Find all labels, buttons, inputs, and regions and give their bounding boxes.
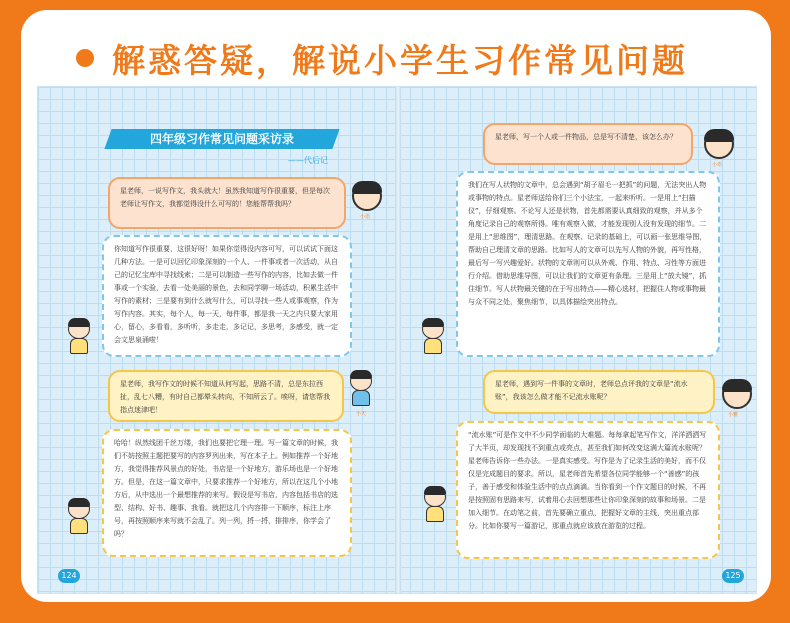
question-text: 星老师，写一个人或一件物品，总是写不清楚，该怎么办？ (495, 133, 677, 141)
speaker-name: 小语 (712, 162, 723, 168)
answer-bubble (456, 421, 720, 559)
answer-text: 我们在写人状物的文章中，总会遇到“胡子眉毛一把抓”的问题，无法突出人物或事物的特点。星老师送给你们三个小法宝，一起来听听。一是用上“扫描仪”，仔细观察。不论写人还是状物，首先都需要认真细致的观察，并从多个角度记录自己的观察所得。唯有观察入微，才能发现别人没有发现的细节。二是用上“思维图”，理清思路。在观察、记录的基础上，可以画一张思维导图，帮助自己理清文章的思路。比如写人的文章可以先写人物的外貌，再写性格，最后写一写兴趣爱好。状物的文章则可以从外观、作用、特点、习性等方面进行介绍。借助思维导图，可以让我们的文章更有条理。三是用上“放大镜”，抓住细节。写人状物最关键的在于写出特点——精心选材，把握住人物或事物最与众不同之处，聚焦细节，以具体描绘突出特点。 (468, 181, 707, 306)
bullet-dot-icon (76, 49, 94, 67)
answer-text: 哈哈！纵然线团千丝万缕，我们也要把它理一理。写一篇文章的时候，我们不妨按照主题把要写的内容罗列出来，写在本子上。例如推荐一个好地方，我觉得推荐风景点的好处，书店是一个好地方，游乐场也是一个好地方。但是，在这一篇文章中，只要求推荐一个好地方，所以在这几个小地方后，从中选出一个最想推荐的来写。假设是写书店，内容包括书店的选型、结构、好书、趣事、我看。就把这几个内容排一下顺序，标注上序号，再按照顺序来写就不会乱了。列一列，捋一捋，排排序，你学会了吗？ (114, 439, 338, 538)
page-number-left: 124 (58, 569, 80, 583)
promo-card (21, 10, 771, 602)
teacher-cartoon-icon (422, 487, 448, 525)
question-bubble (108, 177, 346, 229)
student-avatar-icon (722, 379, 752, 409)
page-number-right: 125 (722, 569, 744, 583)
teacher-cartoon-icon (66, 319, 92, 357)
speaker-name: 小天 (356, 411, 367, 417)
answer-text: 你知道写作很重要，这很好呀！如果你觉得没内容可写，可以试试下面这几种方法。一是可以回忆印象深刻的一个人、一件事或者一次活动，从自己的记忆宝库中寻找线索；二是可以制造一些写作的内容，比如去做一件事或一个实验，去看一处美丽的景色，去和同学聊一场活动，积累生活中写作的素材；三是要有到什么就写什么，可以寻找一些人或事观察，作为写作内容。其实，每个人，每一天，每件事，都是我一天之内只要大家用心，留心，多看看，多听听，多走走，多记记，多思考，多感受，就一定会文思泉涌啦！ (114, 245, 338, 344)
speaker-name: 小语 (360, 214, 371, 220)
question-bubble (483, 370, 715, 414)
headline-text: 解惑答疑，解说小学生习作常见问题 (112, 40, 688, 80)
student-cartoon-icon (348, 371, 374, 409)
answer-bubble (102, 235, 352, 357)
answer-bubble (456, 171, 720, 357)
question-text: 星老师，遇到写一件事的文章时，老师总点评我的文章是“流水账”，我该怎么做才能不记流水账呢？ (495, 380, 688, 401)
afterword-label: ——代后记 (288, 156, 328, 165)
student-avatar-icon (352, 181, 382, 211)
question-bubble (108, 370, 344, 422)
page-title: 四年级习作常见问题采访录 (149, 132, 294, 146)
answer-bubble (102, 429, 352, 557)
answer-text: “流水账”可是作文中不少同学面临的大难题。每每拿起笔写作文，洋洋洒洒写了大半页，却发现找不到重点或亮点，甚至我们如何改变这满大篇流水账呢？星老师告诉你一些办法。一是真实感受。写作是为了记录生活的美好，而不仅仅是完成题目的要求。所以，星老师首先希望各位同学能够一个“善感”的孩子，善于感受和体验生活中的点点滴滴。当你看到一个作文题目的时候，不再是按照固有思路来写，试着用心去回想那些让你印象深刻的故事和场景。二是加入细节。在动笔之前，首先要确立重点，把握好文章的主线，突出重点部分。比如你要写一篇游记，那重点就应该放在游览的过程。 (468, 431, 707, 530)
book-spine (395, 87, 401, 593)
question-text: 星老师，一说写作文，我头就大！虽然我知道写作很重要，但是每次老师让写作文，我都觉得没什么可写的！您能帮帮我吗？ (120, 187, 330, 208)
question-text: 星老师，我写作文的时候不知道从何写起，思路不清，总是东拉西扯，乱七八糟，有时自己都晕头转向，不知所云了。唉呀，请您帮我指点迷津吧！ (120, 380, 330, 414)
headline (76, 28, 688, 88)
teacher-cartoon-icon (66, 499, 92, 537)
book-spread (37, 86, 757, 594)
student-avatar-icon (704, 129, 734, 159)
teacher-cartoon-icon (420, 319, 446, 357)
question-bubble (483, 123, 693, 165)
speaker-name: 小雅 (728, 412, 739, 418)
